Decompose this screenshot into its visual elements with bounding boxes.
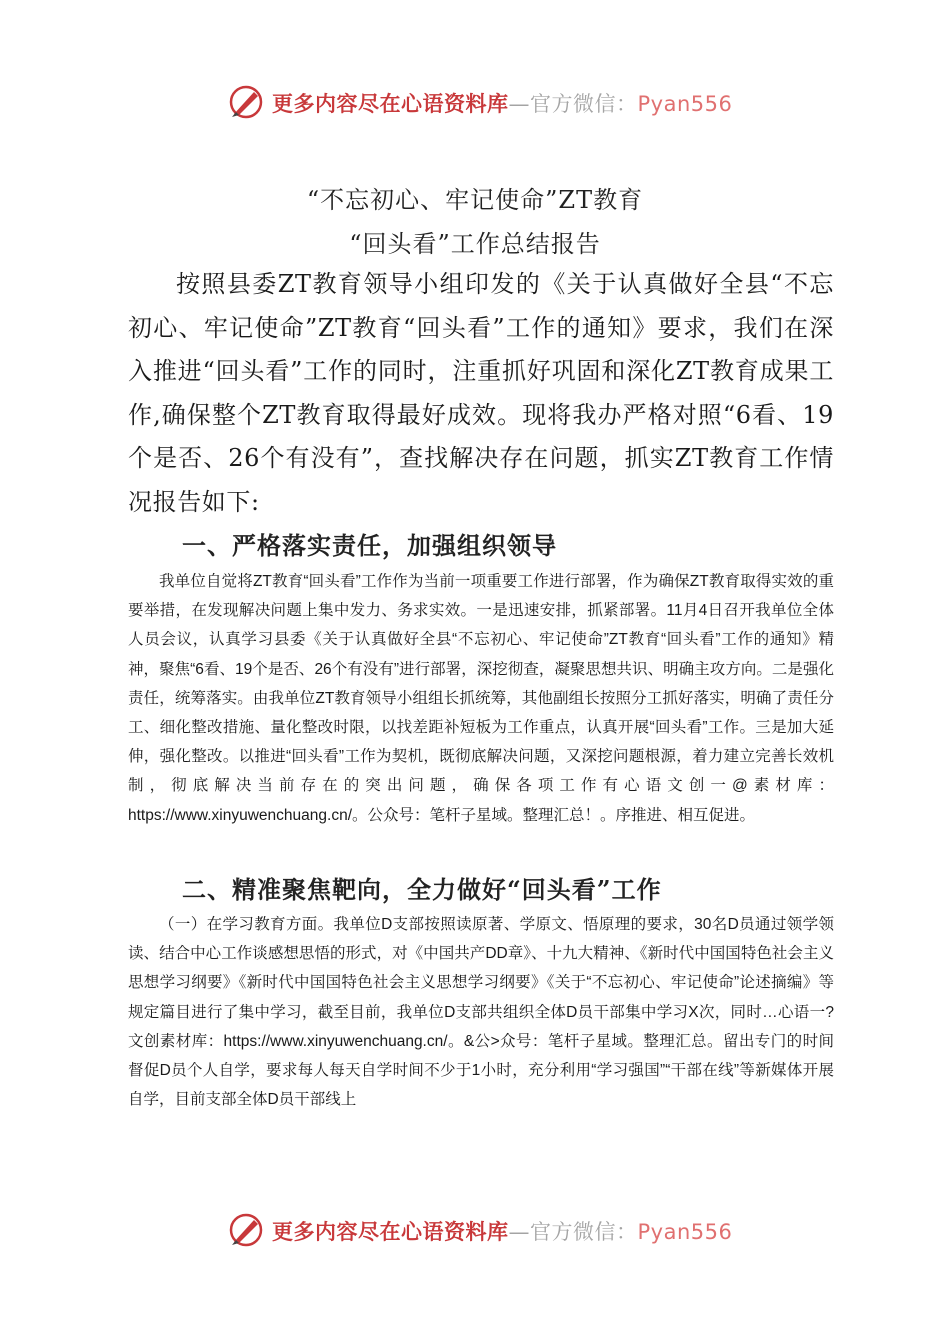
section2-body: （一）在学习教育方面。我单位D支部按照读原著、学原文、悟原理的要求，30名D员通过领学领读、结合中心工作谈感想思悟的形式，对《中国共产DD章》、十九大精神、《新时代中国国特色社会主义思想学习纲要》《新时代中国国特色社会主义思想学习纲要》《关于“不忘初心、牢记使命”论述摘编》等规定篇目进行了集中学习，截至目前，我单位D支部共组织全体D员干部集中学习X次，同时…心语一?文创素材库：https://www.xinyuwenchuang.cn/。&公>众号：笔杆子星域。整理汇总。留出专门的时间督促D员个人自学，要求每人每天自学时间不少于1小时，充分利用“学习强国”“干部在线”等新媒体开展自学，目前支部全体D员干部线上 [128, 916, 834, 1109]
pen-logo-icon [228, 84, 264, 120]
banner-gray-text: —官方微信： [508, 92, 638, 116]
document-title-line2: “回头看”工作总结报告 [349, 230, 601, 258]
section2-heading: 二、精准聚焦靶向，全力做好“回头看”工作 [182, 875, 662, 904]
header-watermark-banner [0, 80, 950, 124]
pen-logo-icon [228, 1212, 264, 1248]
banner-gray-text: —官方微信： [508, 1220, 638, 1244]
banner-text [272, 88, 732, 118]
banner-text [272, 1216, 732, 1246]
footer-watermark-banner [0, 1208, 950, 1252]
document-title-line1: “不忘初心、牢记使命”ZT教育 [306, 186, 644, 214]
banner-wechat-id: Pyan556 [637, 1220, 733, 1244]
banner-red-text: 更多内容尽在心语资料库 [272, 92, 509, 116]
banner-wechat-id: Pyan556 [637, 92, 733, 116]
section1-heading: 一、严格落实责任，加强组织领导 [182, 531, 557, 560]
banner-red-text: 更多内容尽在心语资料库 [272, 1220, 509, 1244]
intro-paragraph: 按照县委ZT教育领导小组印发的《关于认真做好全县“不忘初心、牢记使命”ZT教育“回头看”工作的通知》要求，我们在深入推进“回头看”工作的同时，注重抓好巩固和深化ZT教育成果工作,确保整个ZT教育取得最好成效。现将我办严格对照“6看、19个是否、26个有没有”，查找解决存在问题，抓实ZT教育工作情况报告如下: [128, 270, 834, 516]
section1-body: 我单位自觉将ZT教育“回头看”工作作为当前一项重要工作进行部署，作为确保ZT教育取得实效的重要举措，在发现解决问题上集中发力、务求实效。一是迅速安排，抓紧部署。11月4日召开我单位全体人员会议，认真学习县委《关于认真做好全县“不忘初心、牢记使命”ZT教育“回头看”工作的通知》精神，聚焦“6看、19个是否、26个有没有”进行部署，深挖彻查，凝聚思想共识、明确主攻方向。二是强化责任，统筹落实。由我单位ZT教育领导小组组长抓统筹，其他副组长按照分工抓好落实，明确了责任分工、细化整改措施、量化整改时限，以找差距补短板为工作重点，认真开展“回头看”工作。三是加大延伸，强化整改。以推进“回头看”工作为契机，既彻底解决问题，又深挖问题根源，着力建立完善长效机制，彻底解决当前存在的突出问题，确保各项工作有心语文创一@素材库：https://www.xinyuwenchuang.cn/。公众号：笔杆子星域。整理汇总！。序推进、相互促进。 [128, 573, 834, 824]
